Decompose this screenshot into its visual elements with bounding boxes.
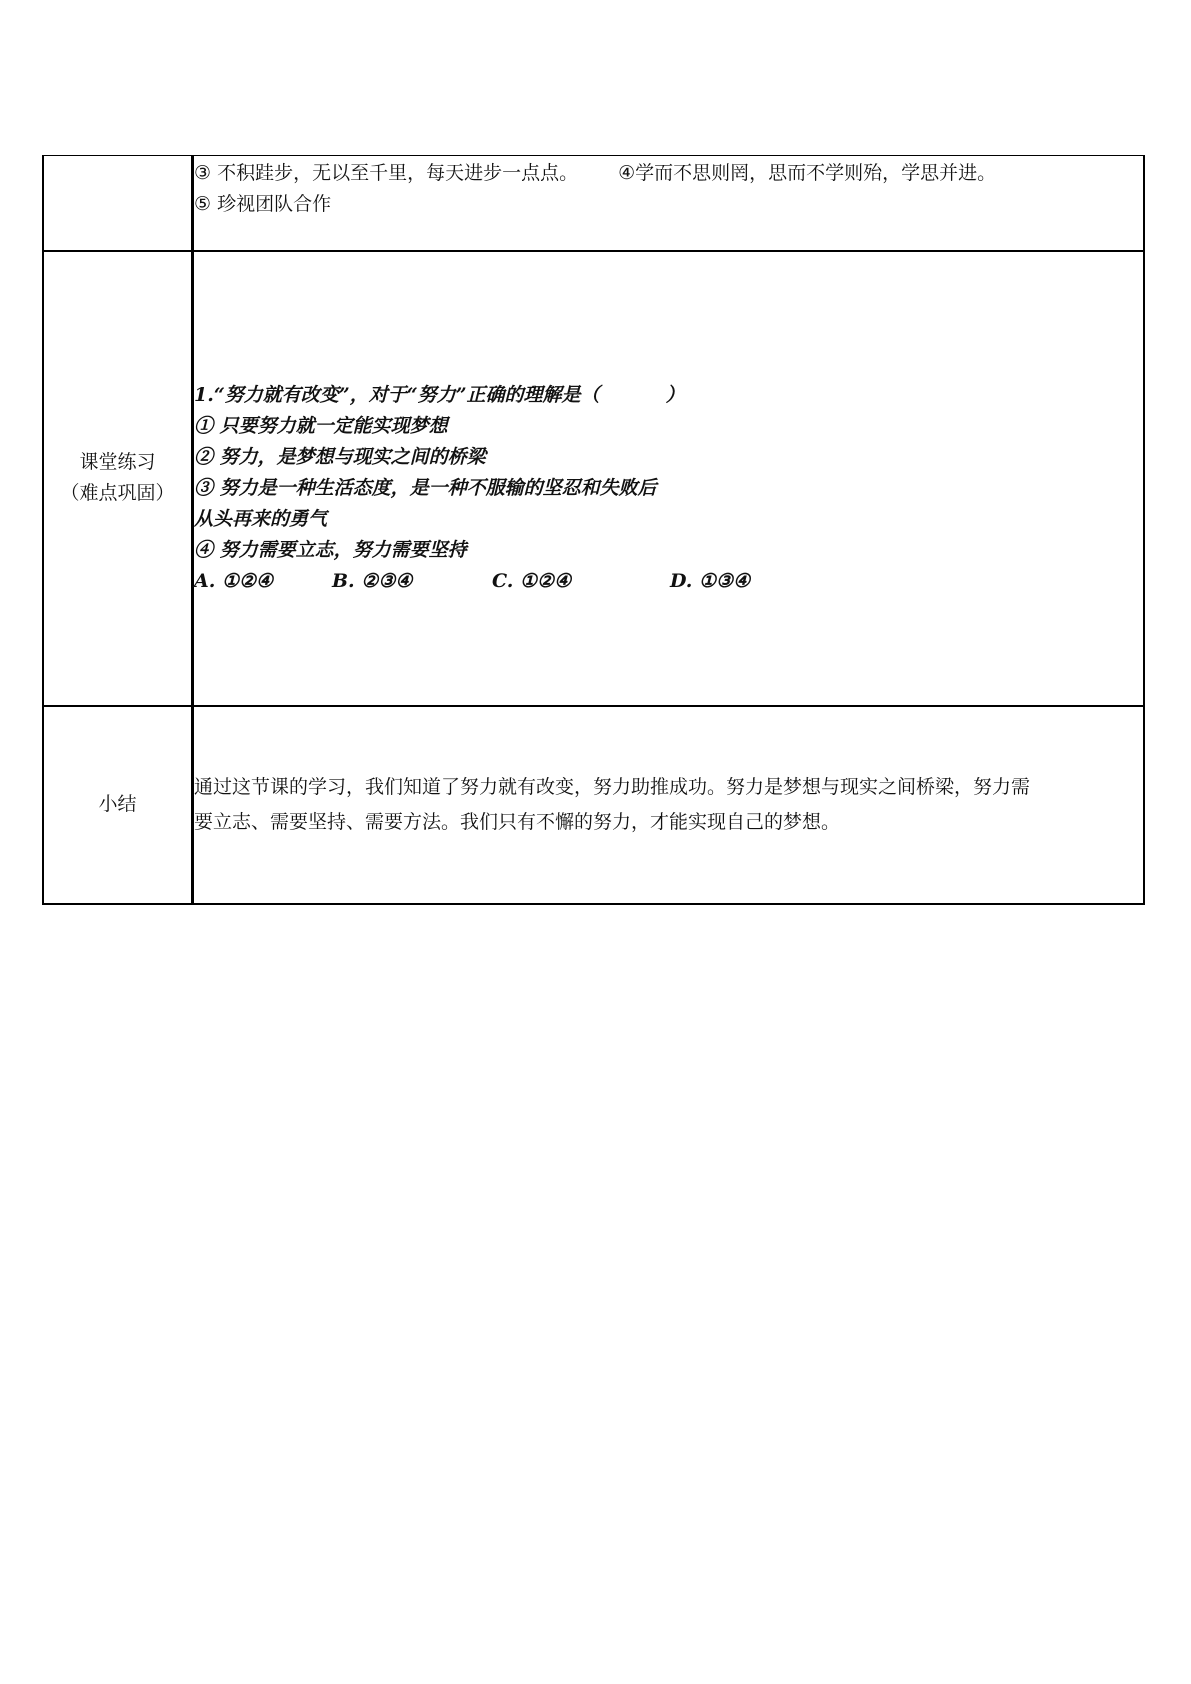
option-b: B. ②③④ — [332, 569, 413, 592]
practice-label-cell — [43, 251, 193, 706]
methods-content-cell — [193, 156, 1145, 251]
practice-sublabel: （难点巩固） — [60, 482, 175, 504]
summary-line-2: 要立志、需要坚持、需要方法。我们只有不懈的努力，才能实现自己的梦想。 — [194, 810, 841, 833]
statement-3-continued: 从头再来的勇气 — [194, 507, 328, 530]
summary-text — [194, 770, 1143, 840]
question-block — [194, 380, 1143, 597]
practice-label: 课堂练习 — [79, 451, 156, 473]
answer-options — [194, 566, 1143, 597]
methods-line-1 — [194, 158, 1143, 189]
table-row-summary — [43, 706, 1144, 904]
summary-label-cell — [43, 706, 193, 904]
statement-3: ③ 努力是一种生活态度，是一种不服输的坚忍和失败后 — [194, 476, 657, 499]
statement-1: ① 只要努力就一定能实现梦想 — [194, 414, 448, 437]
statement-2: ② 努力，是梦想与现实之间的桥梁 — [194, 445, 486, 468]
option-c: C. ①②④ — [492, 569, 572, 592]
practice-content-cell — [193, 251, 1145, 706]
lesson-plan-table — [42, 155, 1145, 905]
summary-content-cell — [193, 706, 1145, 904]
method-item-4: ④学而不思则罔，思而不学则殆，学思并进。 — [618, 162, 997, 184]
statement-4: ④ 努力需要立志，努力需要坚持 — [194, 538, 467, 561]
method-item-3: ③ 不积跬步，无以至千里，每天进步一点点。 — [194, 162, 579, 184]
empty-label-cell — [43, 156, 193, 251]
table-row-previous-content — [43, 156, 1144, 251]
question-stem: 1.“努力就有改变”，对于“努力”正确的理解是（ ） — [194, 383, 685, 406]
option-a: A. ①②④ — [194, 569, 274, 592]
summary-line-1: 通过这节课的学习，我们知道了努力就有改变，努力助推成功。努力是梦想与现实之间桥梁，努力需 — [194, 775, 1031, 798]
option-d: D. ①③④ — [670, 569, 751, 592]
summary-label: 小结 — [98, 793, 137, 815]
method-item-5: ⑤ 珍视团队合作 — [194, 193, 332, 215]
table-row-practice — [43, 251, 1144, 706]
